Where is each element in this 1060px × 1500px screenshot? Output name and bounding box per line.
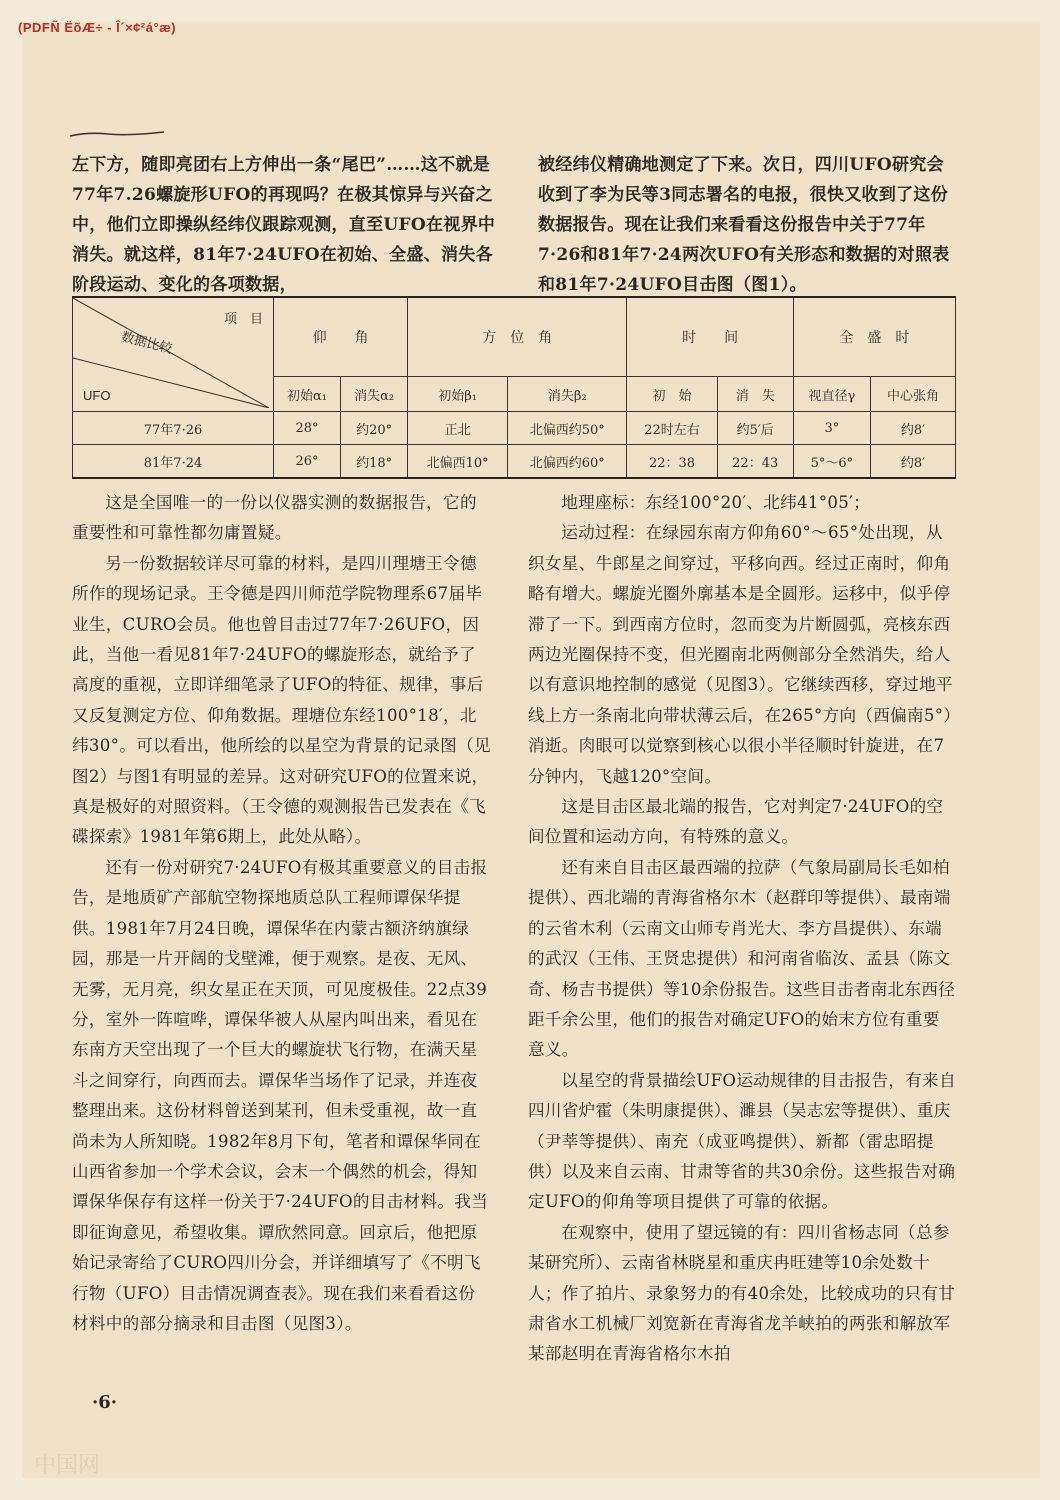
table-cell: 3° <box>793 412 870 445</box>
paragraph: 地理座标：东经100°20′、北纬41°05′； <box>561 493 871 512</box>
paragraph: 在观察中，使用了望远镜的有：四川省杨志同（总参某研究所）、云南省林晓星和重庆冉旺建等10余处数十人；作了拍片、录象努力的有40余处，比较成功的只有甘肃省水工机械厂刘宽新在青海省龙羊峡拍的两张和解放军某部赵明在青海省格尔木拍 <box>528 1222 956 1364</box>
subheader: 初始β₁ <box>408 377 508 412</box>
table-cell: 约20° <box>341 412 408 445</box>
group-peak: 全 盛 时 <box>793 297 955 377</box>
table-cell: 约18° <box>341 445 408 479</box>
table-cell: 约8′ <box>870 412 955 445</box>
group-time: 时 间 <box>627 297 793 377</box>
table-cell: 约5′后 <box>717 412 793 445</box>
subheader: 消失α₂ <box>341 377 408 412</box>
paragraph: 还有来自目击区最西端的拉萨（气象局副局长毛如柏提供）、西北端的青海省格尔木（赵群印等提供）、最南端的云省木利（云南文山师专肖光大、李方昌提供）、东端的武汉（王伟、王贤忠提供）和河南省临汝、孟县（陈文奇、杨吉书提供）等10余份报告。这些目击者南北东西径距千余公里，他们的报告对确定UFO的始末方位有重要意义。 <box>528 857 956 1060</box>
table-cell: 北偏西约60° <box>508 445 627 479</box>
watermark: 中国网 <box>34 1453 101 1478</box>
table-row <box>73 412 956 445</box>
table-row <box>73 445 956 479</box>
paragraph: 这是全国唯一的一份以仪器实测的数据报告，它的重要性和可靠性都勿庸置疑。 <box>72 493 477 543</box>
group-elevation: 仰 角 <box>274 297 408 377</box>
row-label: 81年7·24 <box>73 445 274 479</box>
subheader: 视直径γ <box>793 377 870 412</box>
table-cell: 北偏西10° <box>408 445 508 479</box>
corner-compare-label: 数据比较 <box>119 329 174 358</box>
subheader: 初 始 <box>627 377 717 412</box>
paragraph: 这是目击区最北端的报告，它对判定7·24UFO的空间位置和运动方向，有特殊的意义。 <box>528 797 944 847</box>
table-cell: 5°～6° <box>793 445 870 479</box>
table-cell: 26° <box>274 445 341 479</box>
header-stamp: (PDFÑ ËõÆ÷ - Î´×¢²á°æ) <box>18 20 177 35</box>
table-cell: 22时左右 <box>627 412 717 445</box>
paragraph: 另一份数据较详尽可靠的材料，是四川理塘王令德所作的现场记录。王令德是四川师范学院物理系67届毕业生，CURO会员。他也曾目击过77年7·26UFO，因此，当他一看见81年7·24UFO的螺旋形态，就给予了高度的重视，立即详细笔录了UFO的特征、规律，事后又反复测定方位、仰角数据。理塘位东经100°18′，北纬30°。可以看出，他所绘的以星空为背景的记录图（见图2）与图1有明显的差异。这对研究UFO的位置来说，真是极好的对照资料。（王令德的观测报告已发表在《飞碟探索》1981年第6期上，此处从略）。 <box>72 553 491 847</box>
subheader: 初始α₁ <box>274 377 341 412</box>
row-label: 77年7·26 <box>73 412 274 445</box>
left-column <box>72 488 492 1339</box>
table-cell: 正北 <box>408 412 508 445</box>
table-cell: 北偏西约50° <box>508 412 627 445</box>
table-cell: 22：38 <box>627 445 717 479</box>
subheader: 消 失 <box>717 377 793 412</box>
table-cell: 约8′ <box>870 445 955 479</box>
top-right-text: 被经纬仪精确地测定了下来。次日，四川UFO研究会收到了李为民等3同志署名的电报，很快又收到了这份数据报告。现在让我们来看看这份报告中关于77年7·26和81年7·24两次UFO有关形态和数据的对照表和81年7·24UFO目击图（图1）。 <box>538 155 950 295</box>
paragraph: 运动过程：在绿园东南方仰角60°～65°处出现，从织女星、牛郎星之间穿过，平移向西。经过正南时，仰角略有增大。螺旋光圈外廓基本是全圆形。运移中，似乎停滞了一下。到西南方位时，忽而变为片断圆弧，亮核东西两边光圈保持不变，但光圈南北两侧部分全然消失，给人以有意识地控制的感觉（见图3）。它继续西移，穿过地平线上方一条南北向带状薄云后，在265°方向（西偏南5°）消逝。肉眼可以觉察到核心以很小半径顺时针旋进，在7分钟内，飞越120°空间。 <box>528 523 953 786</box>
pen-mark <box>68 126 168 140</box>
corner-ufo-label: UFO <box>83 388 111 403</box>
paragraph: 还有一份对研究7·24UFO有极其重要意义的目击报告，是地质矿产部航空物探地质总队工程师谭保华提供。1981年7月24日晚，谭保华在内蒙古额济纳旗绿园，那是一片开阔的戈壁滩，便于观察。是夜、无风、无雾，无月亮，织女星正在天顶，可见度极佳。22点39分，室外一阵喧哗，谭保华被人从屋内叫出来，看见在东南方天空出现了一个巨大的螺旋状飞行物，在满天星斗之间穿行，向西而去。谭保华当场作了记录，并连夜整理出来。这份材料曾送到某刊，但未受重视，故一直尚未为人所知晓。1982年8月下旬，笔者和谭保华同在山西省参加一个学术会议，会末一个偶然的机会，得知谭保华保存有这样一份关于7·24UFO的目击材料。我当即征询意见，希望收集。谭欣然同意。回京后，他把原始记录寄给了CURO四川分会，并详细填写了《不明飞行物（UFO）目击情况调查表》。现在我们来看看这份材料中的部分摘录和目击图（见图3）。 <box>72 857 489 1333</box>
table-cell: 28° <box>274 412 341 445</box>
subheader: 消失β₂ <box>508 377 627 412</box>
paragraph: 以星空的背景描绘UFO运动规律的目击报告，有来自四川省炉霍（朱明康提供）、濉县（吴志宏等提供）、重庆（尹莘等提供）、南充（成亚鸣提供）、新都（雷忠昭提供）以及来自云南、甘肃等省的共30余份。这些报告对确定UFO的仰角等项目提供了可靠的依据。 <box>528 1070 956 1212</box>
corner-item-label: 项 目 <box>223 312 263 327</box>
subheader: 中心张角 <box>870 377 955 412</box>
page-number: ·6· <box>92 1392 118 1413</box>
comparison-table <box>72 296 956 474</box>
right-column <box>528 488 956 1370</box>
group-azimuth: 方 位 角 <box>408 297 627 377</box>
table-corner <box>73 297 274 412</box>
table-cell: 22：43 <box>717 445 793 479</box>
top-left-text: 左下方，随即亮团右上方伸出一条“尾巴”……这不就是77年7.26螺旋形UFO的再现吗？在极其惊异与兴奋之中，他们立即操纵经纬仪跟踪观测，直至UFO在视界中消失。就这样，81年7·24UFO在初始、全盛、消失各阶段运动、变化的各项数据， <box>72 155 496 295</box>
